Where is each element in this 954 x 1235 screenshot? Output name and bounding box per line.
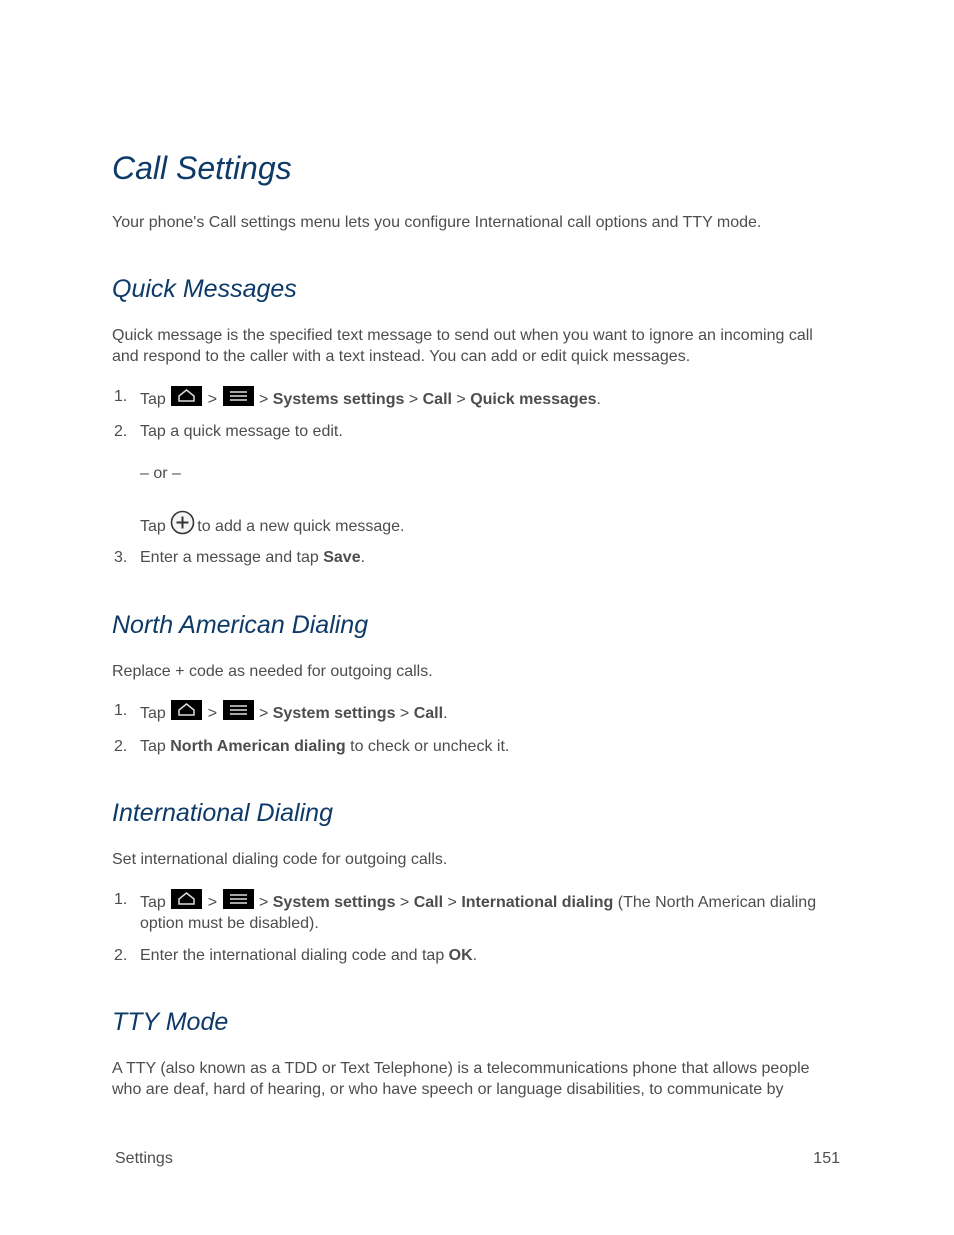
heading-north-american-dialing: North American Dialing (112, 611, 369, 639)
home-icon (171, 700, 202, 720)
heading-tty-mode: TTY Mode (112, 1008, 229, 1036)
heading-quick-messages: Quick Messages (112, 275, 297, 303)
home-icon (171, 889, 202, 909)
heading-international-dialing: International Dialing (112, 799, 333, 827)
international-desc: Set international dialing code for outgoing calls. (112, 851, 448, 868)
north-american-desc: Replace + code as needed for outgoing calls. (112, 663, 433, 680)
home-icon (171, 386, 202, 406)
menu-icon (223, 386, 254, 406)
or-separator: – or – (140, 465, 181, 482)
quick-messages-desc: Quick message is the specified text message to send out when you want to ignore an incoming call and respond to the caller with a text instead. You can add or edit quick messages. (112, 327, 813, 365)
intro-text: Your phone's Call settings menu lets you configure International call options and TTY mode. (112, 214, 762, 231)
menu-icon (223, 700, 254, 720)
add-circle-icon (170, 510, 195, 535)
menu-icon (223, 889, 254, 909)
footer-page-number: 151 (813, 1150, 840, 1167)
page-title: Call Settings (112, 150, 292, 186)
tty-desc: A TTY (also known as a TDD or Text Telephone) is a telecommunications phone that allows people who are deaf, hard of hearing, or who have speech or language disabilities, to communicate by (112, 1060, 810, 1098)
quick-messages-alt-step: Tap to add a new quick message. (140, 510, 840, 537)
footer-section: Settings (115, 1150, 173, 1167)
